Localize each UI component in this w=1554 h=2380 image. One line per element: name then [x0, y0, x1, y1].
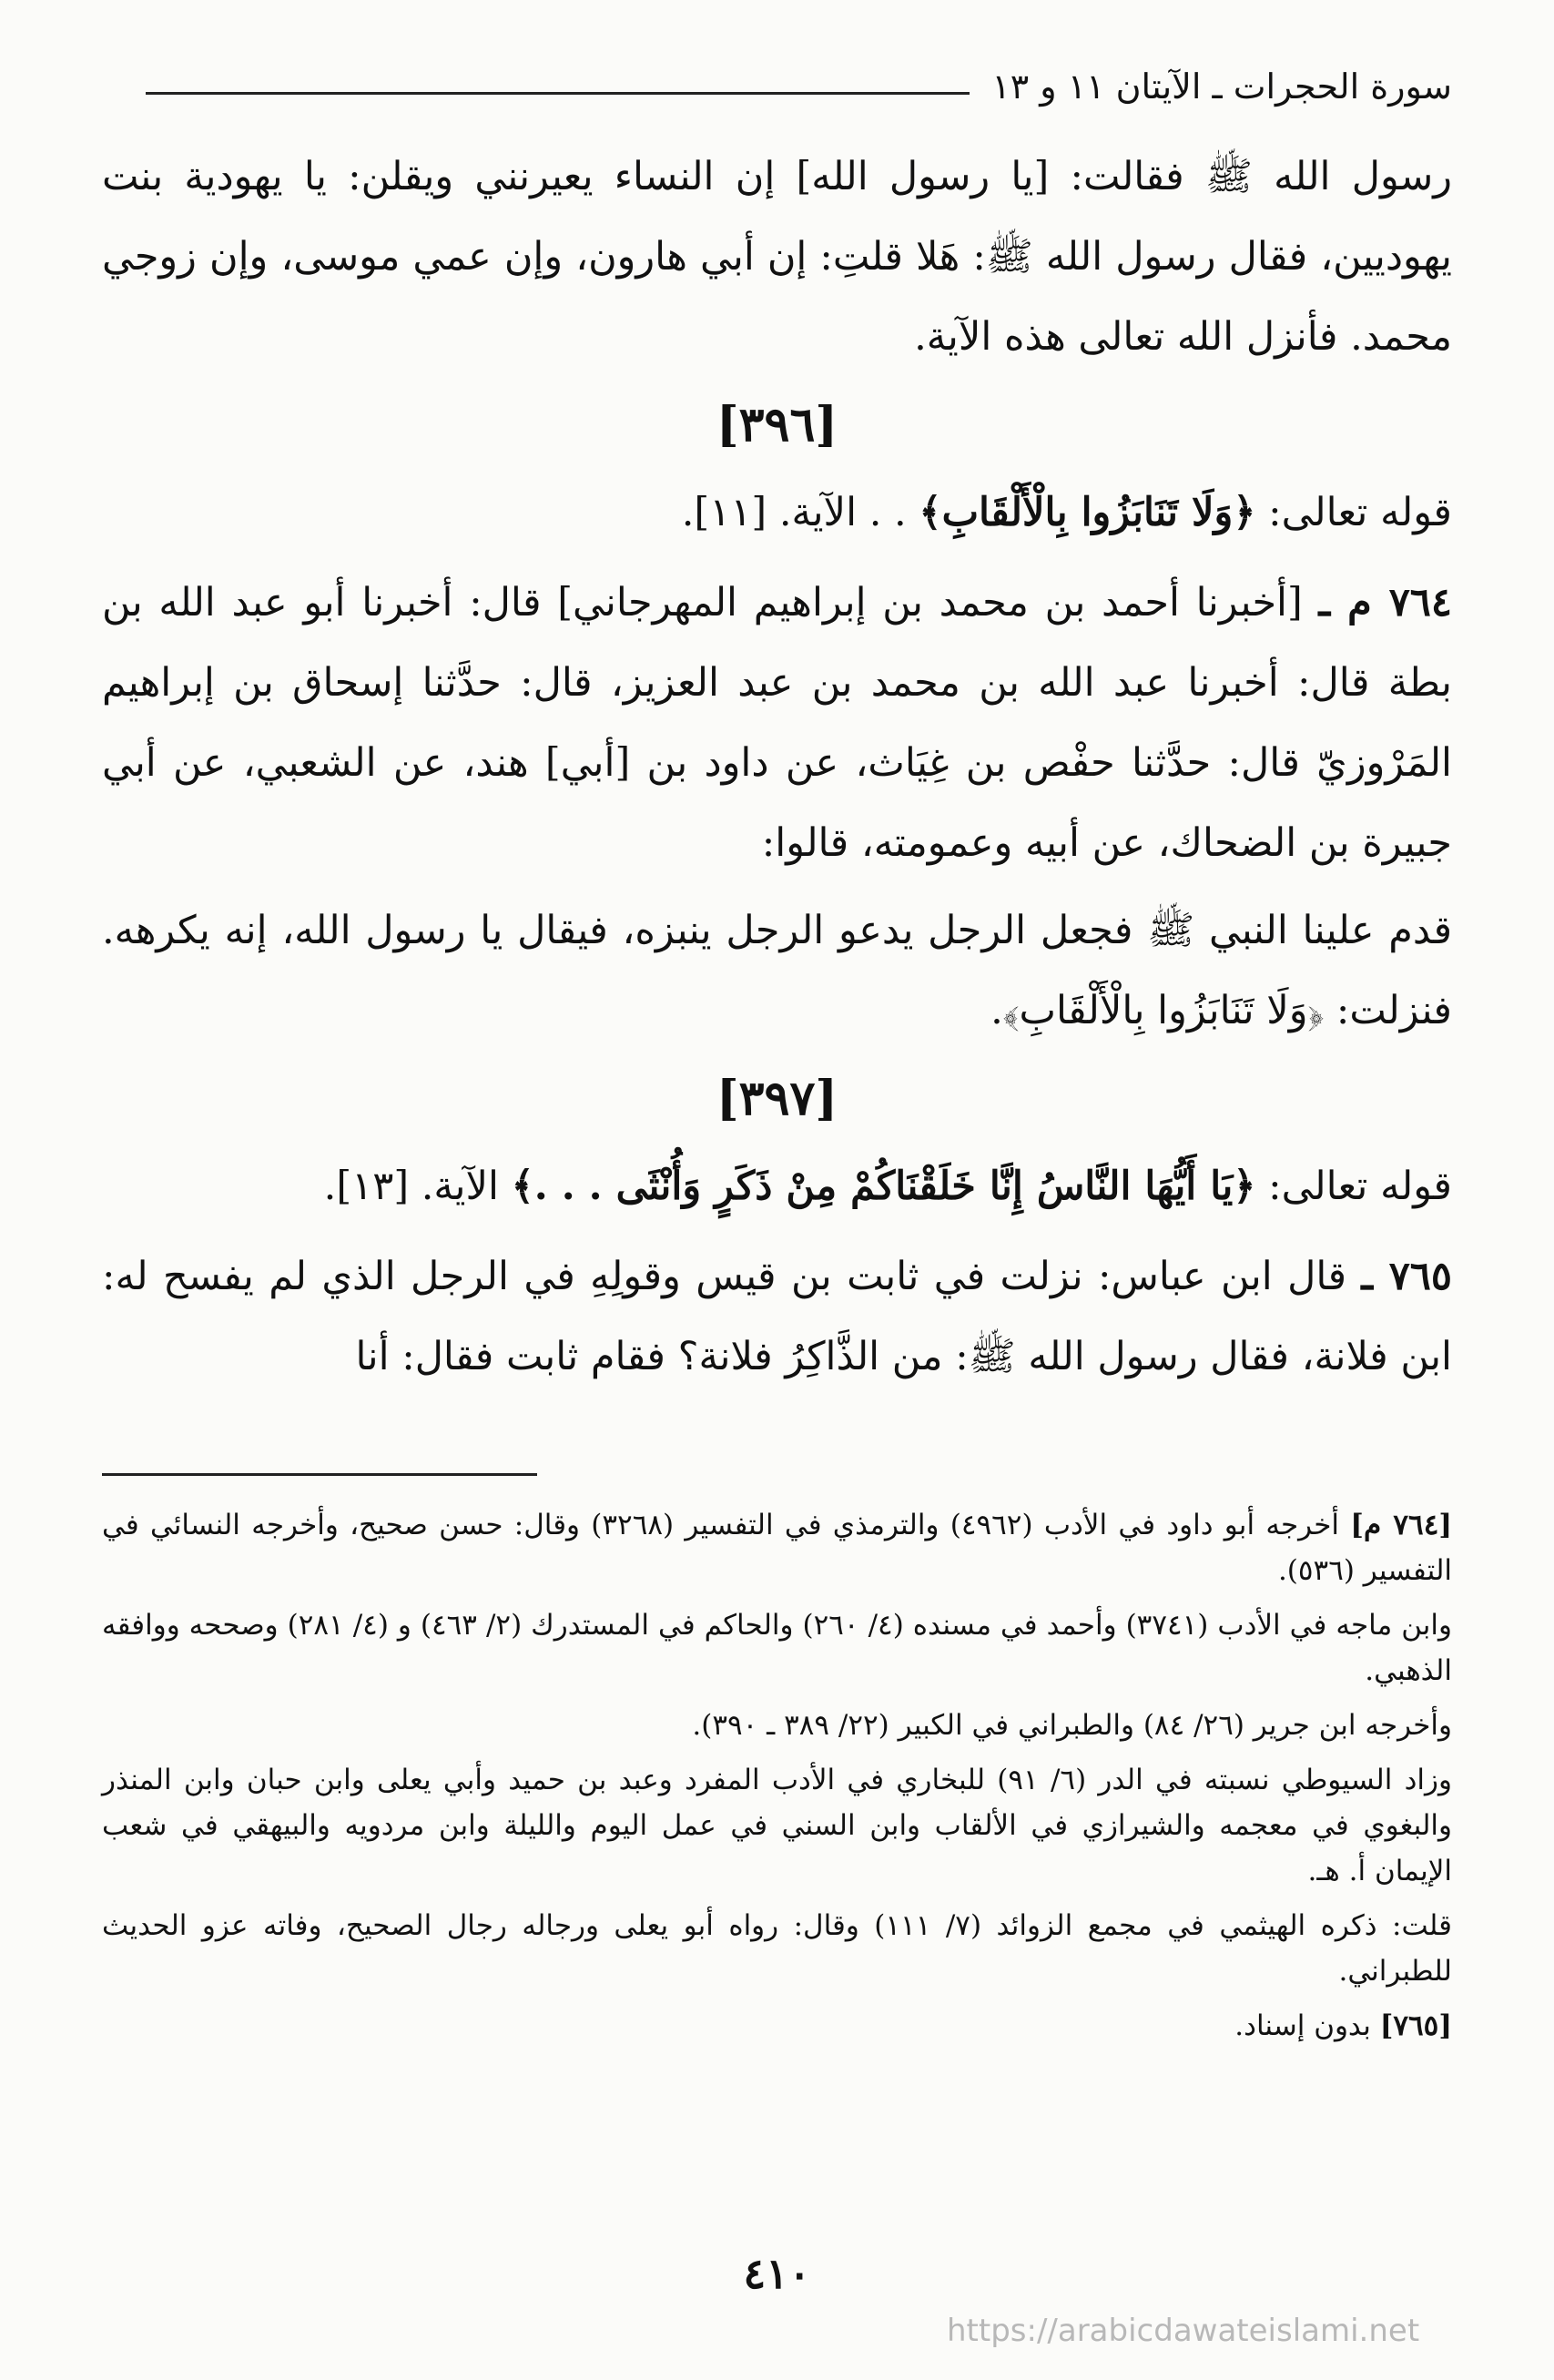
verse-intro: قوله تعالى:	[1268, 1164, 1452, 1209]
verse-reference: الآية. [١٣].	[323, 1164, 499, 1209]
running-title: سورة الحجرات ـ الآيتان ١١ و ١٣	[991, 66, 1452, 107]
footnotes	[102, 1502, 1452, 2058]
hadith-number: ٧٦٥ ـ	[1361, 1254, 1452, 1299]
footnote-tag: [٧٦٤ م]	[1350, 1509, 1453, 1541]
paragraph-continuation: رسول الله ﷺ فقالت: [يا رسول الله] إن النساء يعيرنني ويقلن: يا يهودية بنت يهوديين، فقال رسول الله ﷺ: هَلا قلتِ: إن أبي هارون، وإن عمي موسى، وإن زوجي محمد. فأنزل الله تعالى هذه الآية.	[102, 154, 1452, 360]
footnote-text: أخرجه أبو داود في الأدب (٤٩٦٢) والترمذي في التفسير (٣٢٦٨) وقال: حسن صحيح، وأخرجه النسائي في التفسير (٥٣٦).	[102, 1509, 1452, 1587]
hadith-number: ٧٦٤ م ـ	[1318, 580, 1452, 626]
hadith-765	[102, 1236, 1452, 1397]
hadith-chain: [أخبرنا أحمد بن محمد بن إبراهيم المهرجاني] قال: أخبرنا أبو عبد الله بن بطة قال: أخبرنا عبد الله بن محمد بن عبد العزيز، قال: حدَّثنا إسحاق بن إبراهيم المَرْوزيّ قال: حدَّثنا حفْص بن غِيَاث، عن داود بن [أبي] هند، عن الشعبي، عن أبي جبيرة بن الضحاك، عن أبيه وعمومته، قالوا:	[102, 580, 1452, 866]
verse-intro: قوله تعالى:	[1268, 490, 1452, 535]
section-number-397: [٣٩٧]	[716, 1071, 838, 1126]
footnote-764	[102, 1502, 1452, 1593]
verse-reference: . . الآية. [١١].	[681, 490, 907, 535]
hadith-764-matn: قدم علينا النبي ﷺ فجعل الرجل يدعو الرجل ينبزه، فيقال يا رسول الله، إنه يكرهه. فنزلت: ﴿وَلَا تَنَابَزُوا بِالْأَلْقَابِ﴾.	[102, 908, 1452, 1033]
footnote-line: قلت: ذكره الهيثمي في مجمع الزوائد (٧/ ١١١) وقال: رواه أبو يعلى ورجاله رجال الصحيح، وفاته عزو الحديث للطبراني.	[102, 1909, 1452, 1988]
footnote-line: وابن ماجه في الأدب (٣٧٤١) وأحمد في مسنده (٤/ ٢٦٠) والحاكم في المستدرك (٢/ ٤٦٣) و (٤/ ٢٨١) وصححه ووافقه الذهبي.	[102, 1609, 1452, 1687]
verse-heading-396	[102, 472, 1452, 554]
verse-heading-397	[102, 1145, 1452, 1227]
hadith-764-isnad	[102, 563, 1452, 883]
footnote-line: وأخرجه ابن جرير (٢٦/ ٨٤) والطبراني في الكبير (٢٢/ ٣٨٩ ـ ٣٩٠).	[692, 1709, 1452, 1742]
header-rule	[146, 92, 970, 95]
footnote-text: بدون إسناد.	[1234, 2009, 1371, 2042]
footnote-separator	[102, 1473, 537, 1476]
footnote-765	[102, 2003, 1452, 2049]
quran-quote: ﴿يَا أَيُّهَا النَّاسُ إِنَّا خَلَقْنَاكُمْ مِنْ ذَكَرٍ وَأُنْثَى . . .﴾	[511, 1164, 1256, 1209]
watermark-url: https://arabicdawateislami.net	[947, 2313, 1420, 2349]
footnote-line: وزاد السيوطي نسبته في الدر (٦/ ٩١) للبخاري في الأدب المفرد وعبد بن حميد وأبي يعلى وابن حبان وابن المنذر والبغوي في معجمه والشيرازي في الألقاب وابن السني في عمل اليوم والليلة وابن مردويه والبيهقي في شعب الإيمان أ. هـ.	[102, 1764, 1452, 1887]
section-number-396: [٣٩٦]	[716, 397, 838, 453]
running-header	[146, 55, 1452, 118]
quran-quote: ﴿وَلَا تَنَابَزُوا بِالْأَلْقَابِ﴾	[919, 490, 1256, 535]
footnote-tag: [٧٦٥]	[1379, 2009, 1452, 2042]
main-text	[102, 137, 1452, 1404]
hadith-text: قال ابن عباس: نزلت في ثابت بن قيس وقولِهِ في الرجل الذي لم يفسح له: ابن فلانة، فقال رسول الله ﷺ: من الذَّاكِرُ فلانة؟ فقام ثابت فقال: أنا	[102, 1254, 1452, 1379]
page-number: ٤١٠	[743, 2249, 811, 2298]
